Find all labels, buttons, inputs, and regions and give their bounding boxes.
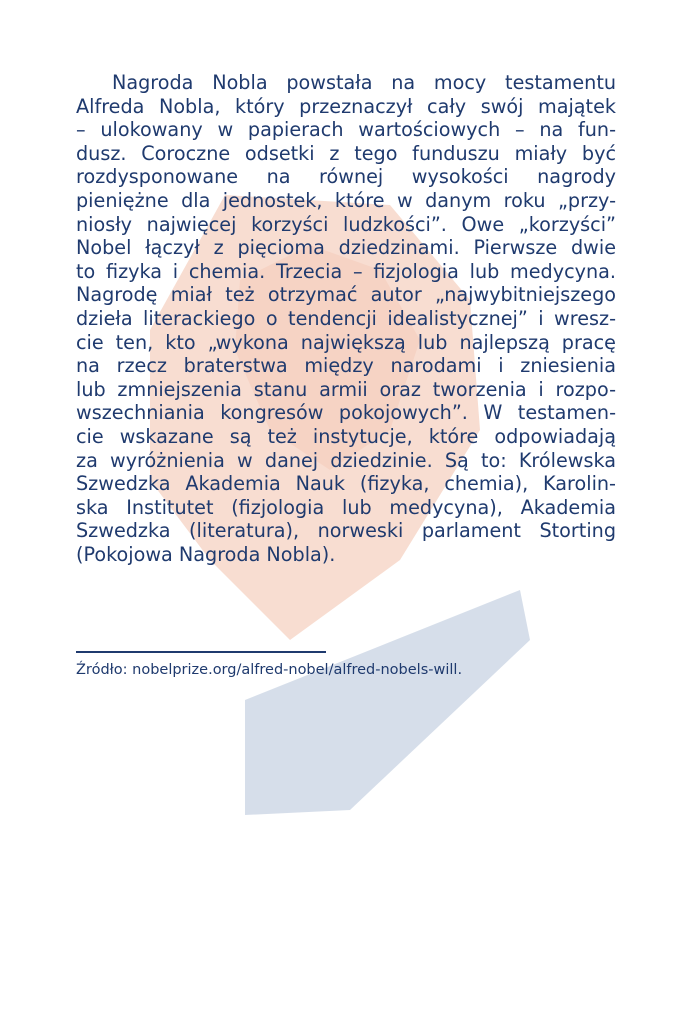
text-line: cie ten, kto „wykona największą lub najlepszą pracę <box>76 330 616 354</box>
text-line: za wyróżnienia w danej dziedzinie. Są to: Królewska <box>76 448 616 472</box>
text-line: Szwedzka Akademia Nauk (fizyka, chemia), Karolin- <box>76 472 616 496</box>
source-footnote: Źródło: nobelprize.org/alfred-nobel/alfred-nobels-will. <box>76 662 463 678</box>
text-line: wszechniania kongresów pokojowych”. W testamen- <box>76 401 616 425</box>
text-line: dusz. Coroczne odsetki z tego funduszu miały być <box>76 141 616 165</box>
text-line: dzieła literackiego o tendencji idealistycznej” i wresz- <box>76 306 616 330</box>
text-line: (Pokojowa Nagroda Nobla). <box>76 542 336 566</box>
footnote-divider <box>76 651 326 653</box>
text-line: Nagroda Nobla powstała na mocy testamentu <box>112 71 616 94</box>
text-line: ska Institutet (fizjologia lub medycyna), Akademia <box>76 495 616 519</box>
text-line: Szwedzka (literatura), norweski parlament Storting <box>76 519 616 543</box>
text-line: Alfreda Nobla, który przeznaczył cały swój majątek <box>76 94 616 118</box>
body-paragraph <box>76 71 616 566</box>
text-line: Nagrodę miał też otrzymać autor „najwybitniejszego <box>76 283 616 307</box>
text-line: cie wskazane są też instytucje, które odpowiadają <box>76 424 616 448</box>
text-line: – ulokowany w papierach wartościowych – na fun- <box>76 118 616 142</box>
text-line: Nobel łączył z pięcioma dziedzinami. Pierwsze dwie <box>76 236 616 260</box>
text-line: niosły najwięcej korzyści ludzkości”. Owe „korzyści” <box>76 212 616 236</box>
text-line: pieniężne dla jednostek, które w danym roku „przy- <box>76 188 616 212</box>
text-line: to fizyka i chemia. Trzecia – fizjologia lub medycyna. <box>76 259 616 283</box>
text-line: na rzecz braterstwa między narodami i zniesienia <box>76 354 616 378</box>
text-line: rozdysponowane na równej wysokości nagrody <box>76 165 616 189</box>
text-line: lub zmniejszenia stanu armii oraz tworzenia i rozpo- <box>76 377 616 401</box>
